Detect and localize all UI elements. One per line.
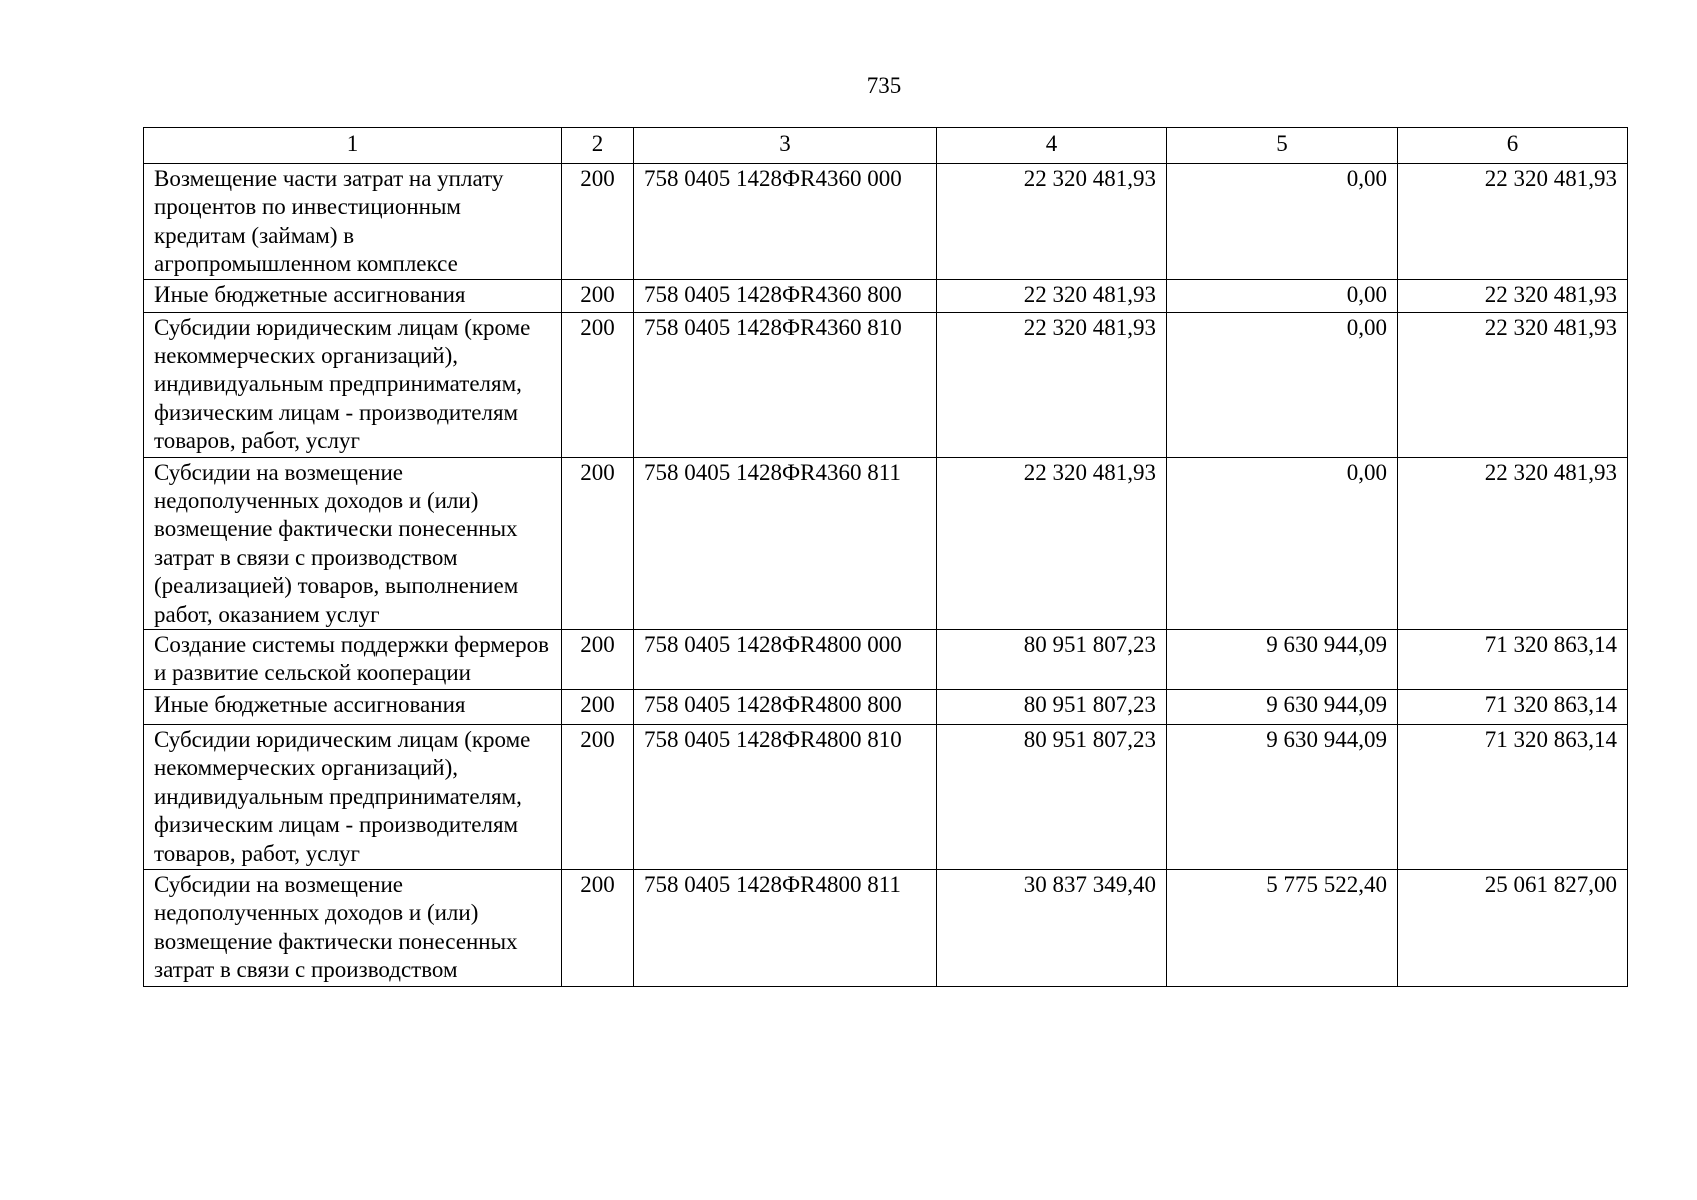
row-name: Субсидии юридическим лицам (кроме некоммерческих организаций), индивидуальным предпринимателям, физическим лицам - производителям товаров, работ, услуг: [144, 725, 562, 870]
row-col5: 0,00: [1167, 312, 1398, 457]
row-col6: 71 320 863,14: [1398, 725, 1628, 870]
row-col2: 200: [562, 457, 634, 629]
row-col5: 0,00: [1167, 164, 1398, 280]
row-col5: 9 630 944,09: [1167, 630, 1398, 690]
row-col2: 200: [562, 312, 634, 457]
row-col2: 200: [562, 164, 634, 280]
row-col5: 0,00: [1167, 279, 1398, 312]
row-code: 758 0405 1428ФR4800 800: [634, 690, 937, 725]
column-header: 2: [562, 128, 634, 164]
row-code: 758 0405 1428ФR4800 811: [634, 870, 937, 987]
row-col6: 25 061 827,00: [1398, 870, 1628, 987]
column-header: 6: [1398, 128, 1628, 164]
row-col6: 22 320 481,93: [1398, 457, 1628, 629]
page-number: 735: [866, 73, 902, 98]
table-row: [144, 457, 1628, 629]
row-col5: 0,00: [1167, 457, 1398, 629]
budget-table: [143, 127, 1628, 987]
row-code: 758 0405 1428ФR4360 800: [634, 279, 937, 312]
column-header: 5: [1167, 128, 1398, 164]
row-col2: 200: [562, 725, 634, 870]
row-name: Иные бюджетные ассигнования: [144, 279, 562, 312]
row-col6: 71 320 863,14: [1398, 690, 1628, 725]
table-header-row: [144, 128, 1628, 164]
row-name: Иные бюджетные ассигнования: [144, 690, 562, 725]
row-name: Создание системы поддержки фермеров и развитие сельской кооперации: [144, 630, 562, 690]
row-col4: 80 951 807,23: [937, 725, 1167, 870]
column-header: 4: [937, 128, 1167, 164]
table-row: [144, 312, 1628, 457]
row-col4: 22 320 481,93: [937, 164, 1167, 280]
row-col6: 22 320 481,93: [1398, 312, 1628, 457]
row-col5: 9 630 944,09: [1167, 690, 1398, 725]
row-name: Субсидии на возмещение недополученных доходов и (или) возмещение фактически понесенных затрат в связи с производством: [144, 870, 562, 987]
column-header: 3: [634, 128, 937, 164]
table-row: [144, 870, 1628, 987]
row-col4: 80 951 807,23: [937, 630, 1167, 690]
table-row: [144, 690, 1628, 725]
row-col4: 80 951 807,23: [937, 690, 1167, 725]
table-row: [144, 279, 1628, 312]
row-col5: 5 775 522,40: [1167, 870, 1398, 987]
row-col2: 200: [562, 690, 634, 725]
row-col2: 200: [562, 630, 634, 690]
row-name: Субсидии на возмещение недополученных доходов и (или) возмещение фактически понесенных затрат в связи с производством (реализацией) товаров, выполнением работ, оказанием услуг: [144, 457, 562, 629]
row-col6: 71 320 863,14: [1398, 630, 1628, 690]
row-col6: 22 320 481,93: [1398, 164, 1628, 280]
row-col4: 30 837 349,40: [937, 870, 1167, 987]
row-col6: 22 320 481,93: [1398, 279, 1628, 312]
row-col2: 200: [562, 279, 634, 312]
row-code: 758 0405 1428ФR4360 811: [634, 457, 937, 629]
table-row: [144, 164, 1628, 280]
row-col4: 22 320 481,93: [937, 457, 1167, 629]
row-code: 758 0405 1428ФR4800 000: [634, 630, 937, 690]
table-row: [144, 725, 1628, 870]
row-col2: 200: [562, 870, 634, 987]
column-header: 1: [144, 128, 562, 164]
table-row: [144, 630, 1628, 690]
row-col4: 22 320 481,93: [937, 312, 1167, 457]
row-code: 758 0405 1428ФR4360 810: [634, 312, 937, 457]
row-code: 758 0405 1428ФR4800 810: [634, 725, 937, 870]
row-col4: 22 320 481,93: [937, 279, 1167, 312]
row-col5: 9 630 944,09: [1167, 725, 1398, 870]
row-name: Возмещение части затрат на уплату процентов по инвестиционным кредитам (займам) в агропромышленном комплексе: [144, 164, 562, 280]
row-name: Субсидии юридическим лицам (кроме некоммерческих организаций), индивидуальным предпринимателям, физическим лицам - производителям товаров, работ, услуг: [144, 312, 562, 457]
row-code: 758 0405 1428ФR4360 000: [634, 164, 937, 280]
